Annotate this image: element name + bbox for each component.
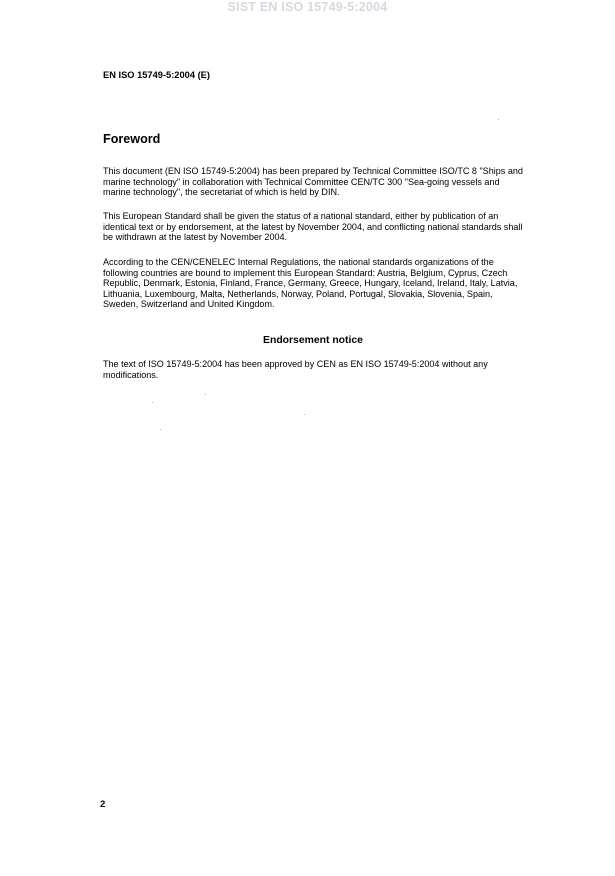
endorsement-heading: Endorsement notice [263, 335, 363, 346]
foreword-paragraph-3: According to the CEN/CENELEC Internal Regulations, the national standards organizations of the following countries are bound to implement this European Standard: Austria, Belgium, Cyprus, Czech Republic, Denmark, Estonia, Finland, France, Germany, Greece, Hungary, Iceland, Ireland, Italy, Latvia, Lithuania, Luxembourg, Malta, Netherlands, Norway, Poland, Portugal, Slovakia, Slovenia, Spain, Sweden, Switzerland and United Kingdom. [103, 257, 518, 310]
scan-speck [498, 119, 499, 120]
document-identifier: EN ISO 15749-5:2004 (E) [103, 70, 210, 80]
foreword-heading: Foreword [103, 132, 161, 146]
watermark: SIST EN ISO 15749-5:2004 [227, 0, 388, 14]
endorsement-text: The text of ISO 15749-5:2004 has been approved by CEN as EN ISO 15749-5:2004 without any modifications. [103, 359, 488, 380]
foreword-paragraph-1: This document (EN ISO 15749-5:2004) has been prepared by Technical Committee ISO/TC 8 "Ships and marine technology" in collaboration with Technical Committee CEN/TC 300 "Sea-going vessels and marine technology", the secretariat of which is held by DIN. [103, 166, 523, 198]
foreword-paragraph-2: This European Standard shall be given the status of a national standard, either by publication of an identical text or by endorsement, at the latest by November 2004, and conflicting national standards shall be withdrawn at the latest by November 2004. [103, 211, 523, 243]
scan-speck [160, 429, 161, 430]
scan-speck [304, 414, 305, 415]
scan-speck [205, 394, 206, 395]
page-number: 2 [100, 799, 106, 810]
scan-speck [152, 402, 153, 403]
